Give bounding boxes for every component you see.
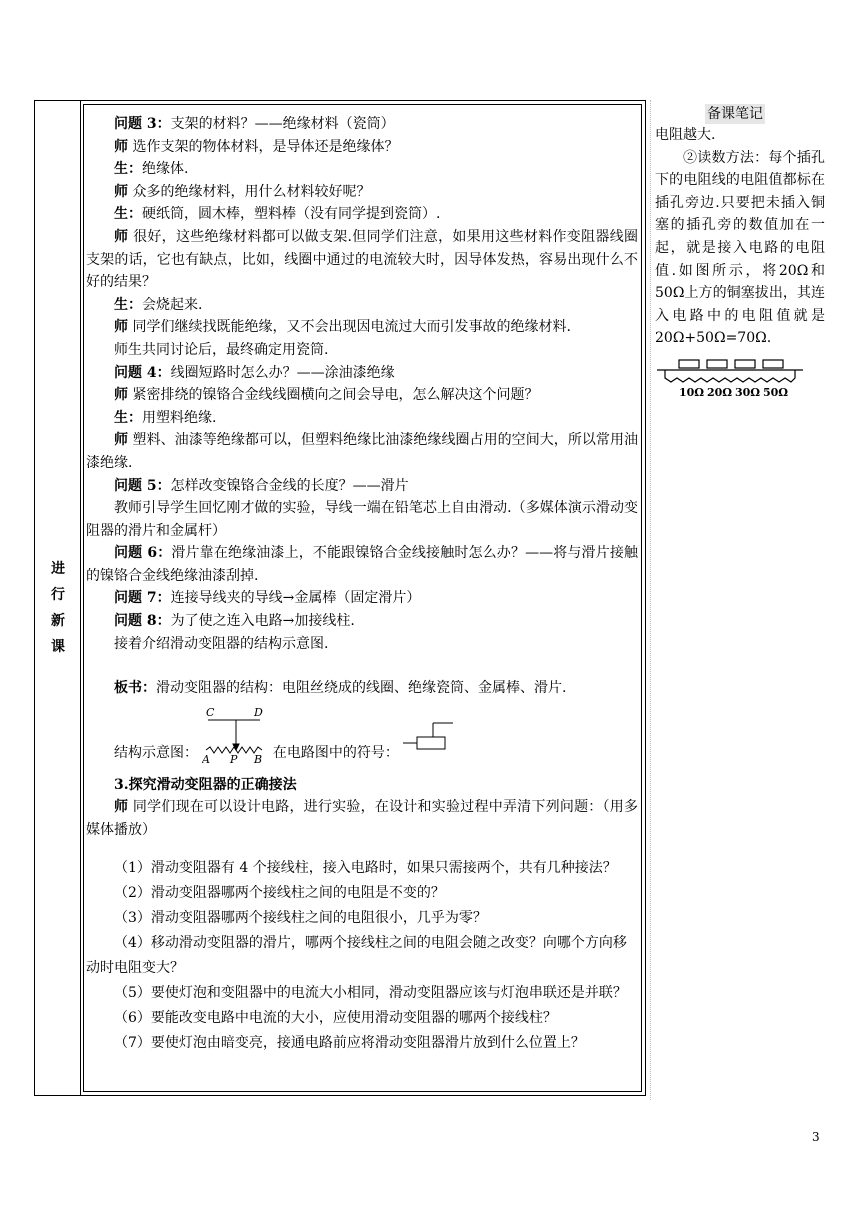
notes-paragraph: ②读数方法：每个插孔下的电阻线的电阻值都标在插孔旁边.只要把未插入铜塞的插孔旁的数值加在一起，就是接入电路的电阻值.如图所示，将20Ω和50Ω上方的铜塞拔出，其连入电路中的电阻值就是 20Ω+50Ω=70Ω.	[655, 149, 825, 347]
discussion-line: 师生共同讨论后，最终确定用瓷筒.	[114, 341, 329, 358]
q8-line: 问题 8：为了使之连入电路→加接线柱.	[114, 613, 355, 630]
student-line: 生：用塑料绝缘.	[114, 409, 217, 426]
teacher-line: 师 众多的绝缘材料，用什么材料较好呢？	[114, 183, 371, 200]
section-column	[35, 101, 81, 1095]
q5-line: 问题 5：怎样改变镍铬合金线的长度？——滑片	[114, 477, 409, 494]
next-line: 接着介绍滑动变阻器的结构示意图.	[114, 635, 329, 652]
lesson-notes	[655, 104, 825, 404]
page-number: 3	[812, 1130, 820, 1144]
guide-line: 教师引导学生回忆刚才做的实验，导线一端在铅笔芯上自由滑动.（多媒体演示滑动变阻器的滑片和金属杆）	[86, 500, 638, 539]
terminal-b: B	[254, 752, 263, 764]
question-item: （1）滑动变阻器有 4 个接线柱，接入电路时，如果只需接两个，共有几种接法？	[114, 859, 617, 876]
board-line: 板书：滑动变阻器的结构：电阻丝绕成的线圈、绝缘瓷筒、金属棒、滑片.	[114, 680, 567, 697]
box-label-20: 20Ω	[707, 385, 733, 399]
terminal-p: P	[230, 752, 238, 764]
rheostat-structure-diagram	[202, 706, 268, 764]
q6-line: 问题 6：滑片靠在绝缘油漆上，不能跟镍铬合金线接触时怎么办？——将与滑片接触的镍铬合金线绝缘油漆刮掉.	[86, 545, 639, 584]
teacher-line: 师 紧密排绕的镍铬合金线线圈横向之间会导电，怎么解决这个问题？	[114, 387, 539, 404]
box-label-30: 30Ω	[735, 385, 761, 399]
section3-title: 3.探究滑动变阻器的正确接法	[114, 776, 297, 793]
q4-line: 问题 4：线圈短路时怎么办？——涂油漆绝缘	[114, 364, 395, 381]
teacher-line: 师 同学们继续找既能绝缘，又不会出现因电流过大而引发事故的绝缘材料.	[114, 319, 571, 336]
box-label-10: 10Ω	[679, 385, 705, 399]
student-line: 生：硬纸筒，圆木棒，塑料棒（没有同学提到瓷筒）.	[114, 206, 441, 223]
q7-line: 问题 7：连接导线夹的导线→金属棒（固定滑片）	[114, 590, 421, 607]
student-line: 生：会烧起来.	[114, 296, 203, 313]
teacher-line: 师 塑料、油漆等绝缘都可以，但塑料绝缘比油漆绝缘线圈占用的空间大，所以常用油漆绝缘.	[86, 432, 638, 471]
section-label: 进 行 新 课	[51, 561, 65, 655]
question-item: （6）要能改变电路中电流的大小，应使用滑动变阻器的哪两个接线柱？	[114, 1009, 557, 1026]
notes-title: 备课笔记	[707, 106, 763, 122]
teacher-line: 师 同学们现在可以设计电路，进行实验，在设计和实验过程中弄清下列问题：（用多媒体播放）	[86, 799, 638, 839]
resistance-box-diagram	[655, 356, 805, 400]
lesson-content	[86, 113, 638, 1056]
question-item: （3）滑动变阻器哪两个接线柱之间的电阻很小，几乎为零？	[114, 909, 487, 926]
question-item: （7）要使灯泡由暗变亮，接通电路前应将滑动变阻器滑片放到什么位置上？	[114, 1034, 585, 1051]
notes-divider	[650, 100, 651, 1100]
q3-line: 问题 3：支架的材料？——绝缘材料（瓷筒）	[114, 116, 395, 132]
student-line: 生：绝缘体.	[114, 161, 189, 178]
structure-line: 结构示意图： C D A P B 在电路图中的符号：	[86, 706, 638, 764]
box-label-50: 50Ω	[763, 385, 789, 399]
question-item: （5）要使灯泡和变阻器中的电流大小相同，滑动变阻器应该与灯泡串联还是并联？	[114, 984, 627, 1001]
teacher-line: 师 很好，这些绝缘材料都可以做支架.但同学们注意，如果用这些材料作变阻器线圈支架的话，它也有缺点，比如，线圈中通过的电流较大时，因导体发热，容易出现什么不好的结果？	[86, 228, 639, 291]
rheostat-symbol	[403, 717, 455, 753]
question-item: （4）移动滑动变阻器的滑片，哪两个接线柱之间的电阻会随之改变？向哪个方向移动时电阻变大？	[86, 934, 627, 976]
terminal-d: D	[254, 705, 264, 719]
notes-line: 电阻越大.	[655, 127, 716, 143]
teacher-line: 师 选作支架的物体材料，是导体还是绝缘体？	[114, 138, 399, 155]
terminal-c: C	[206, 705, 215, 719]
question-item: （2）滑动变阻器哪两个接线柱之间的电阻是不变的？	[114, 884, 445, 901]
terminal-a: A	[202, 752, 211, 764]
